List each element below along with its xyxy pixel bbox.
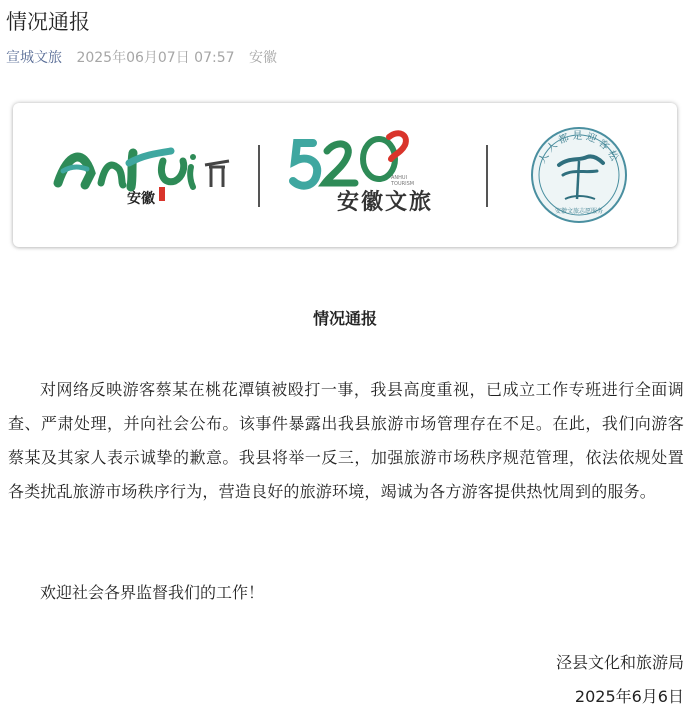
signature-organization: 泾县文化和旅游局 [555,653,684,672]
logo2-caption: 安徽文旅 [336,189,434,215]
signature-date: 2025年6月6日 [574,687,684,706]
closing-line: 欢迎社会各界监督我们的工作！ [40,583,265,602]
seal-bottom-text: 安徽文旅志愿服务 [554,208,604,215]
tourism-520-logo [293,133,433,215]
publish-location: 安徽 [248,50,277,66]
body-heading: 情况通报 [312,309,377,328]
anhui-logo [58,151,229,207]
article-meta [6,47,277,67]
svg-text:ANHUI: ANHUI [391,175,408,181]
account-name-link[interactable]: 宣城文旅 [6,50,62,66]
volunteer-seal-logo [532,128,626,222]
svg-text:TOURISM: TOURISM [391,181,415,187]
logo1-caption: 安徽 [127,191,155,207]
article-title: 情况通报 [6,10,90,34]
body-paragraph: 对网络反映游客蔡某在桃花潭镇被殴打一事，我县高度重视，已成立工作专班进行全面调查、严肃处理，并向社会公布。该事件暴露出我县旅游市场管理存在不足。在此，我们向游客蔡某及其家人表示诚挚的歉意。我县将举一反三，加强旅游市场秩序规范管理，依法依规处置各类扰乱旅游市场秩序行为，营造良好的旅游环境，竭诚为各方游客提供热忱周到的服务。 [8,380,684,501]
banner-image [13,103,677,247]
banner-logos [13,103,677,247]
publish-time: 2025年06月07日 07:57 [76,50,235,66]
seal-arc-text: 人人都是迎客松 [537,131,621,166]
